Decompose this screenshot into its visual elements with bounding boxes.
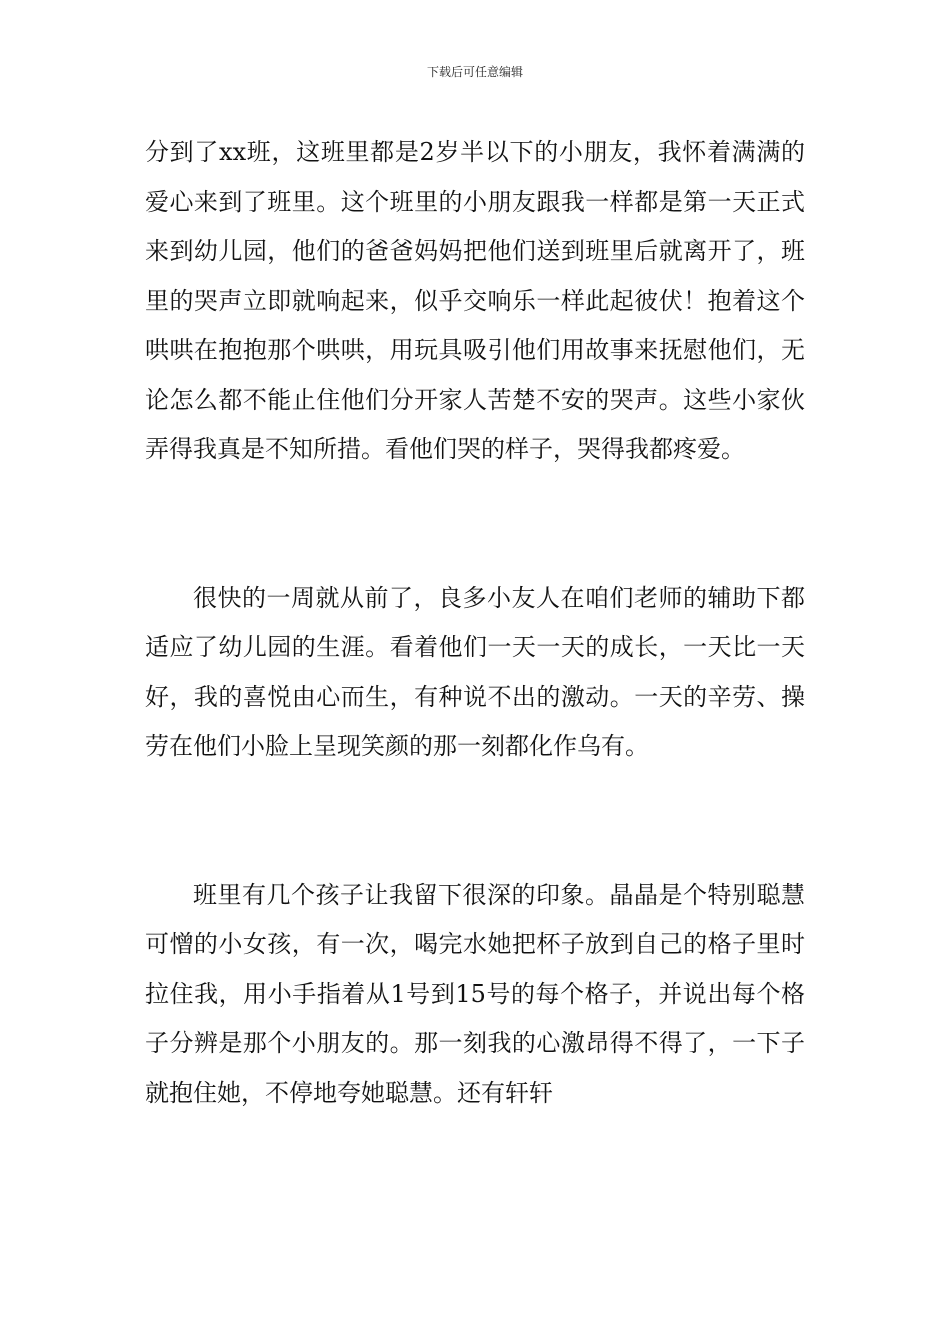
paragraph-3: 班里有几个孩子让我留下很深的印象。晶晶是个特别聪慧可憎的小女孩，有一次，喝完水她把杯子放到自己的格子里时拉住我，用小手指着从1号到15号的每个格子，并说出每个格子分辨是那个小朋友的。那一刻我的心激昂得不得了，一下子就抱住她，不停地夸她聪慧。还有轩轩 bbox=[145, 880, 805, 1107]
paragraph-2: 很快的一周就从前了，良多小友人在咱们老师的辅助下都适应了幼儿园的生涯。看着他们一天一天的成长，一天比一天好，我的喜悦由心而生，有种说不出的激动。一天的辛劳、操劳在他们小脸上呈现笑颜的那一刻都化作乌有。 bbox=[145, 583, 805, 760]
page-header: 下载后可任意编辑 bbox=[426, 65, 523, 79]
document-body bbox=[145, 128, 805, 1118]
paragraph-1: 分到了xx班，这班里都是2岁半以下的小朋友，我怀着满满的爱心来到了班里。这个班里的小朋友跟我一样都是第一天正式来到幼儿园，他们的爸爸妈妈把他们送到班里后就离开了，班里的哭声立即就响起来，似乎交响乐一样此起彼伏！抱着这个哄哄在抱抱那个哄哄，用玩具吸引他们用故事来抚慰他们，无论怎么都不能止住他们分开家人苦楚不安的哭声。这些小家伙弄得我真是不知所措。看他们哭的样子，哭得我都疼爱。 bbox=[145, 138, 805, 463]
